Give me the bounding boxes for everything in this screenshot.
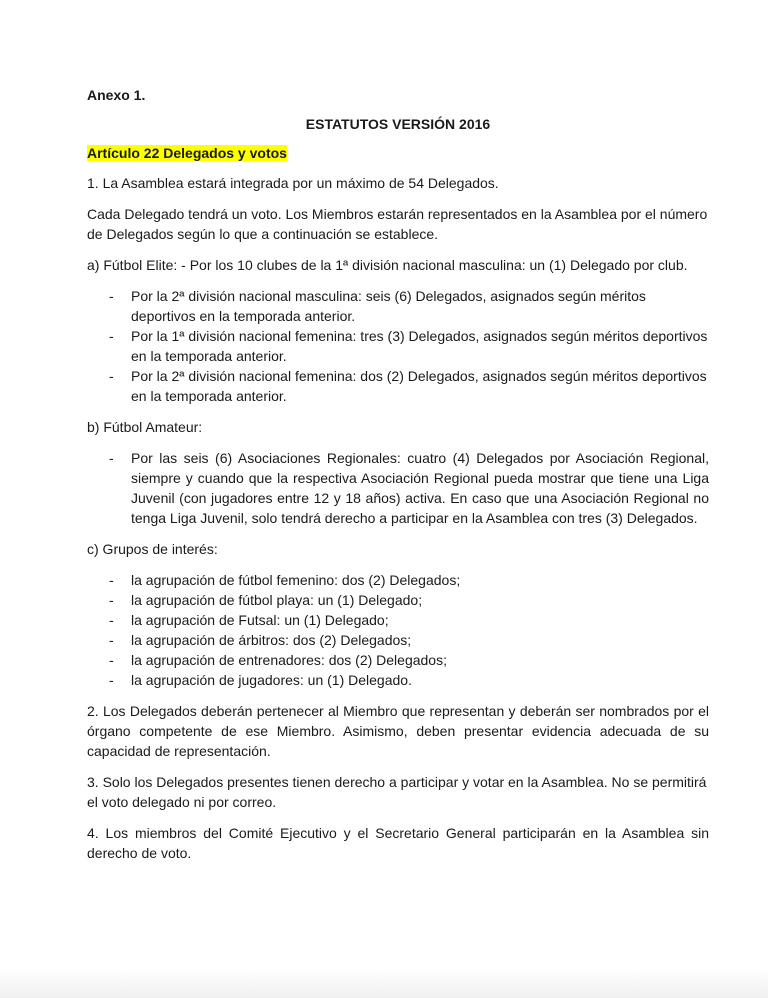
dash-bullet: -	[109, 652, 114, 668]
list-item	[87, 610, 709, 630]
list-item-text: la agrupación de entrenadores: dos (2) Delegados;	[131, 652, 447, 668]
list-item	[87, 570, 709, 590]
section-c-heading: c) Grupos de interés:	[87, 541, 218, 557]
dash-bullet: -	[109, 592, 114, 608]
list-item-text: Por la 1ª división nacional femenina: tres (3) Delegados, asignados según méritos deportivos en la temporada anterior.	[131, 328, 708, 364]
list-item-text: la agrupación de jugadores: un (1) Delegado.	[131, 672, 412, 688]
list-item	[87, 650, 709, 670]
list-item	[87, 286, 709, 326]
section-b-heading: b) Fútbol Amateur:	[87, 419, 203, 435]
list-item	[87, 448, 709, 528]
list-item	[87, 590, 709, 610]
page-bottom-edge	[0, 968, 768, 998]
list-item	[87, 326, 709, 366]
dash-bullet: -	[109, 450, 114, 466]
list-item-text: Por la 2ª división nacional femenina: dos (2) Delegados, asignados según méritos deportivos en la temporada anterior.	[131, 368, 707, 404]
list-item-text: la agrupación de árbitros: dos (2) Delegados;	[131, 632, 412, 648]
dash-bullet: -	[109, 612, 114, 628]
section-c-list	[87, 570, 709, 690]
paragraph-4: 4. Los miembros del Comité Ejecutivo y el Secretario General participarán en la Asamblea sin derecho de voto.	[87, 825, 709, 861]
article-title-highlight: Artículo 22 Delegados y votos	[87, 145, 287, 161]
paragraph-2: 2. Los Delegados deberán pertenecer al Miembro que representan y deberán ser nombrados por el órgano competente de ese Miembro. Asimismo, deben presentar evidencia adecuada de su capacidad de representación.	[87, 703, 709, 759]
paragraph-intro: Cada Delegado tendrá un voto. Los Miembros estarán representados en la Asamblea por el número de Delegados según lo que a continuación se establece.	[87, 206, 708, 242]
list-item	[87, 670, 709, 690]
list-item	[87, 366, 709, 406]
document-title: ESTATUTOS VERSIÓN 2016	[305, 116, 491, 132]
dash-bullet: -	[109, 672, 114, 688]
list-item-text: Por la 2ª división nacional masculina: seis (6) Delegados, asignados según méritos deportivos en la temporada anterior.	[131, 288, 646, 324]
list-item	[87, 630, 709, 650]
document-body	[87, 85, 709, 863]
list-item-text: Por las seis (6) Asociaciones Regionales: cuatro (4) Delegados por Asociación Regional, siempre y cuando que la respectiva Asociación Regional pueda mostrar que tiene una Liga Juvenil (con jugadores entre 12 y 18 años) activa. En caso que una Asociación Regional no tenga Liga Juvenil, solo tendrá derecho a participar en la Asamblea con tres (3) Delegados.	[131, 450, 709, 526]
list-item-text: la agrupación de fútbol playa: un (1) Delegado;	[131, 592, 423, 608]
article-title	[87, 143, 709, 163]
annex-label: Anexo 1.	[87, 87, 146, 103]
dash-bullet: -	[109, 632, 114, 648]
section-a-heading: a) Fútbol Elite: - Por los 10 clubes de la 1ª división nacional masculina: un (1) Delegado por club.	[87, 257, 688, 273]
list-item-text: la agrupación de Futsal: un (1) Delegado;	[131, 612, 389, 628]
paragraph-1: 1. La Asamblea estará integrada por un máximo de 54 Delegados.	[87, 175, 499, 191]
list-item-text: la agrupación de fútbol femenino: dos (2) Delegados;	[131, 572, 461, 588]
dash-bullet: -	[109, 368, 114, 384]
dash-bullet: -	[109, 328, 114, 344]
section-a-list	[87, 286, 709, 406]
section-b-list	[87, 448, 709, 528]
dash-bullet: -	[109, 288, 114, 304]
dash-bullet: -	[109, 572, 114, 588]
paragraph-3: 3. Solo los Delegados presentes tienen derecho a participar y votar en la Asamblea. No se permitirá el voto delegado ni por correo.	[87, 774, 707, 810]
